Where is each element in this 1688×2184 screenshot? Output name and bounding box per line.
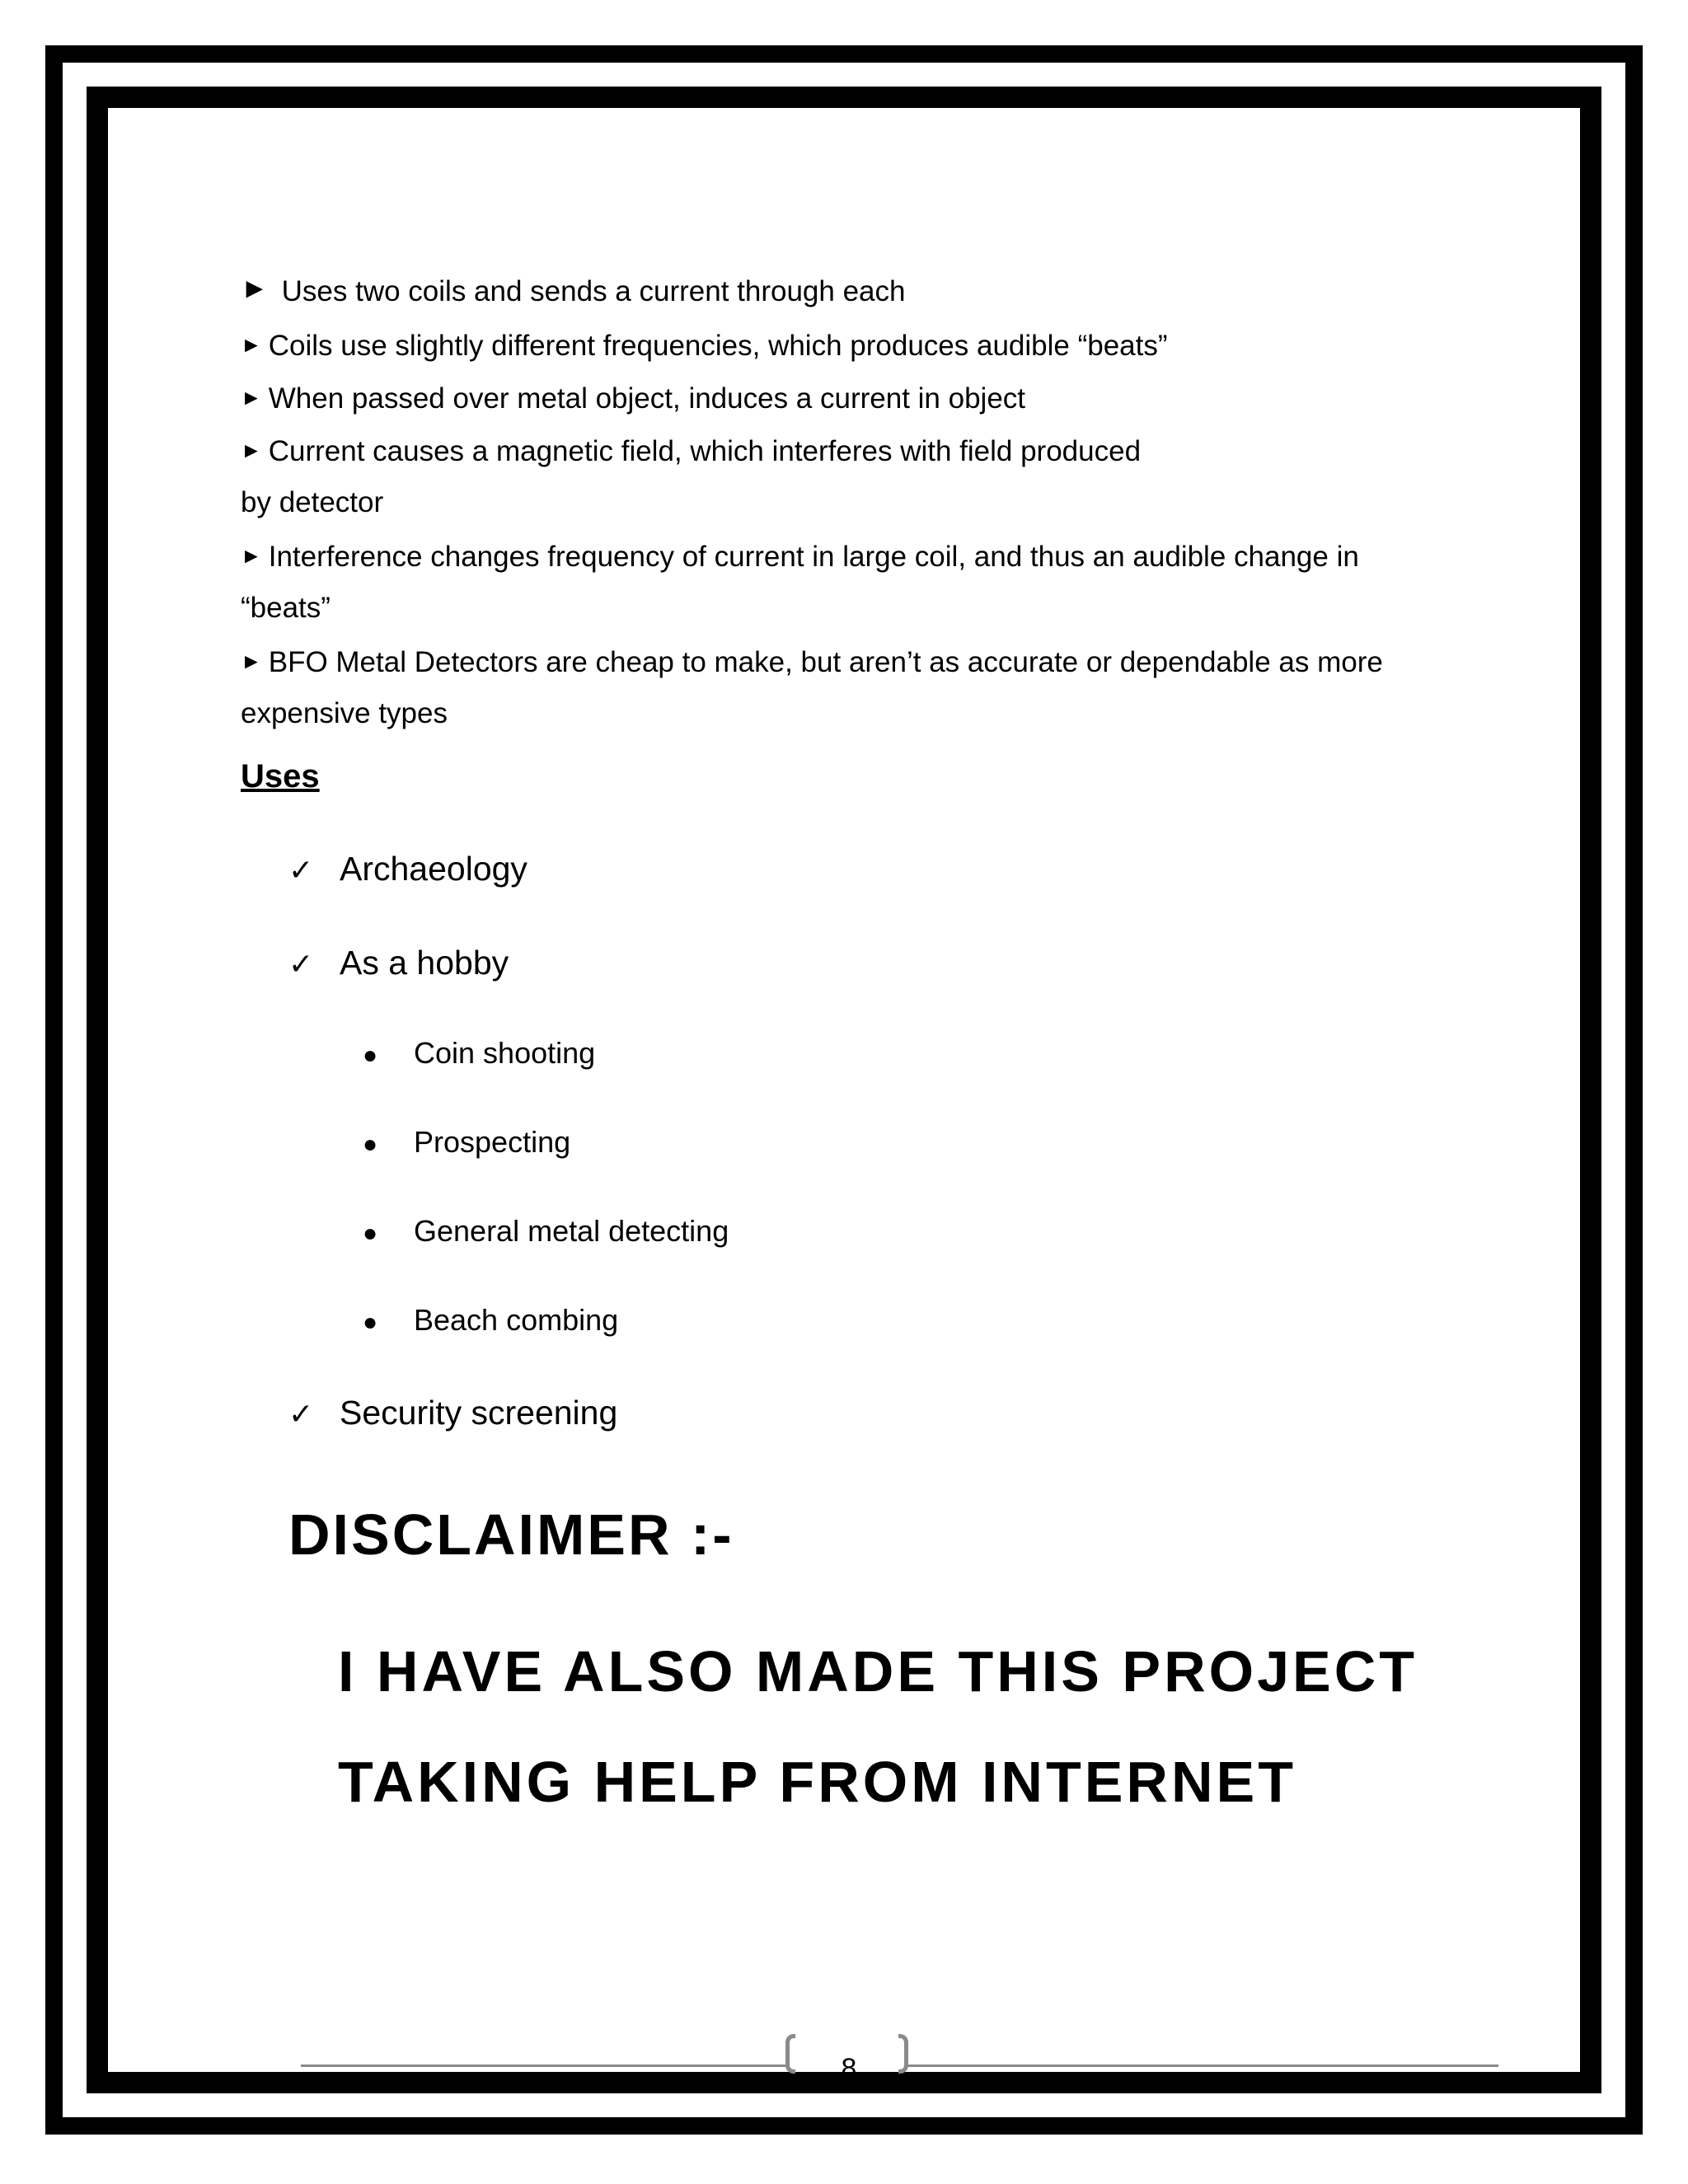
bullet-continuation-5: “beats”	[241, 592, 331, 624]
triangle-bullet-icon: ►	[241, 332, 262, 357]
use-item-archaeology: ✓ Archaeology	[288, 849, 528, 891]
checkmark-icon: ✓	[288, 948, 314, 982]
triangle-bullet-icon: ►	[241, 273, 269, 304]
use-item-hobby: ✓ As a hobby	[288, 943, 509, 985]
bullet-dot-icon: ●	[363, 1309, 378, 1336]
triangle-bullet-icon: ►	[241, 543, 262, 568]
bullet-dot-icon: ●	[363, 1042, 378, 1069]
bullet-line-5: ► Interference changes frequency of current in large coil, and thus an audible change in	[241, 541, 1359, 573]
hobby-item-coin-shooting: ● Coin shooting	[363, 1035, 595, 1074]
bullet-dot-icon: ●	[363, 1220, 378, 1247]
use-item-security-screening: ✓ Security screening	[288, 1393, 617, 1435]
page-number: 8	[841, 2053, 857, 2084]
triangle-bullet-icon: ►	[241, 438, 262, 462]
disclaimer-line-2: TAKING HELP FROM INTERNET	[338, 1750, 1296, 1814]
bullet-line-1: ► Uses two coils and sends a current through each	[241, 273, 906, 307]
triangle-bullet-icon: ►	[241, 385, 262, 410]
page-number-bracket-right	[898, 2034, 908, 2074]
bullet-line-6: ► BFO Metal Detectors are cheap to make, but aren’t as accurate or dependable as more	[241, 646, 1383, 678]
page-number-bracket-left	[785, 2034, 795, 2074]
hobby-item-prospecting: ● Prospecting	[363, 1124, 570, 1163]
bullet-line-2: ► Coils use slightly different frequencies, which produces audible “beats”	[241, 330, 1168, 362]
bullet-line-3: ► When passed over metal object, induces a current in object	[241, 382, 1026, 415]
bullet-continuation-6: expensive types	[241, 697, 448, 729]
disclaimer-line-1: I HAVE ALSO MADE THIS PROJECT	[338, 1639, 1418, 1704]
checkmark-icon: ✓	[288, 854, 314, 888]
footer-rule-left	[301, 2064, 785, 2067]
footer-rule-right	[907, 2064, 1498, 2067]
bullet-dot-icon: ●	[363, 1131, 378, 1158]
checkmark-icon: ✓	[288, 1398, 314, 1432]
bullet-line-4: ► Current causes a magnetic field, which interferes with field produced	[241, 435, 1142, 467]
hobby-item-general-metal-detecting: ● General metal detecting	[363, 1213, 729, 1252]
uses-heading: Uses	[241, 758, 320, 794]
bullet-continuation-4: by detector	[241, 486, 384, 518]
triangle-bullet-icon: ►	[241, 649, 262, 673]
disclaimer-heading: DISCLAIMER :-	[288, 1502, 734, 1567]
hobby-item-beach-combing: ● Beach combing	[363, 1302, 618, 1341]
